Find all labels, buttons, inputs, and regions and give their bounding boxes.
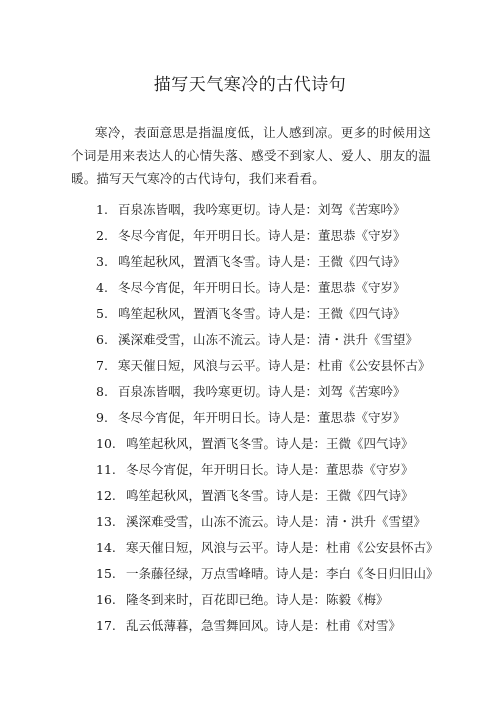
item-number: 15.: [96, 566, 116, 581]
item-text: 冬尽今宵促，年开明日长。诗人是：董思恭《守岁》: [118, 280, 406, 295]
list-item: [96, 249, 436, 275]
list-item: [96, 457, 436, 483]
item-number: 1.: [96, 202, 108, 217]
item-text: 寒天催日短，风浪与云平。诗人是：杜甫《公安县怀古》: [118, 358, 431, 373]
poem-list: [96, 197, 439, 639]
list-item: [96, 197, 436, 223]
list-item: [96, 431, 436, 457]
list-item: [96, 509, 436, 535]
item-text: 乱云低薄暮，急雪舞回风。诗人是：杜甫《对雪》: [126, 618, 402, 633]
item-number: 11.: [96, 462, 116, 477]
list-item: [96, 275, 436, 301]
item-text: 冬尽今宵促，年开明日长。诗人是：董思恭《守岁》: [118, 410, 406, 425]
item-number: 6.: [96, 332, 108, 347]
list-item: [96, 327, 436, 353]
item-number: 12.: [96, 488, 116, 503]
item-text: 百泉冻皆咽，我吟寒更切。诗人是：刘驾《苦寒吟》: [118, 202, 406, 217]
item-number: 8.: [96, 384, 108, 399]
item-number: 3.: [96, 254, 108, 269]
list-item: [96, 223, 436, 249]
item-number: 13.: [96, 514, 116, 529]
list-item: [96, 483, 436, 509]
item-text: 溪深难受雪，山冻不流云。诗人是：清・洪升《雪望》: [118, 332, 419, 347]
item-number: 2.: [96, 228, 108, 243]
item-text: 隆冬到来时，百花即已绝。诗人是：陈毅《梅》: [126, 592, 389, 607]
item-number: 10.: [96, 436, 116, 451]
item-text: 一条藤径绿，万点雪峰晴。诗人是：李白《冬日归旧山》: [126, 566, 439, 581]
item-text: 鸣笙起秋风，置酒飞冬雪。诗人是：王微《四气诗》: [118, 254, 406, 269]
item-number: 17.: [96, 618, 116, 633]
list-item: [96, 613, 436, 639]
list-item: [96, 301, 436, 327]
item-number: 4.: [96, 280, 108, 295]
list-item: [96, 561, 439, 587]
item-text: 鸣笙起秋风，置酒飞冬雪。诗人是：王微《四气诗》: [126, 488, 414, 503]
item-text: 百泉冻皆咽，我吟寒更切。诗人是：刘驾《苦寒吟》: [118, 384, 406, 399]
item-text: 鸣笙起秋风，置酒飞冬雪。诗人是：王微《四气诗》: [126, 436, 414, 451]
item-text: 溪深难受雪，山冻不流云。诗人是：清・洪升《雪望》: [126, 514, 427, 529]
item-number: 9.: [96, 410, 108, 425]
item-text: 冬尽今宵促，年开明日长。诗人是：董思恭《守岁》: [118, 228, 406, 243]
intro-paragraph: 寒冷，表面意思是指温度低，让人感到凉。更多的时候用这个词是用来表达人的心情失落、感受不到家人、爱人、朋友的温暖。描写天气寒冷的古代诗句，我们来看看。: [71, 125, 431, 186]
document-title: 描写天气寒冷的古代诗句: [153, 75, 347, 95]
list-item: [96, 353, 436, 379]
list-item: [96, 587, 436, 613]
list-item: [96, 405, 436, 431]
item-number: 14.: [96, 540, 116, 555]
item-text: 寒天催日短，风浪与云平。诗人是：杜甫《公安县怀古》: [126, 540, 439, 555]
item-number: 5.: [96, 306, 108, 321]
item-number: 7.: [96, 358, 108, 373]
list-item: [96, 379, 436, 405]
item-number: 16.: [96, 592, 116, 607]
list-item: [96, 535, 439, 561]
item-text: 冬尽今宵促，年开明日长。诗人是：董思恭《守岁》: [126, 462, 414, 477]
item-text: 鸣笙起秋风，置酒飞冬雪。诗人是：王微《四气诗》: [118, 306, 406, 321]
